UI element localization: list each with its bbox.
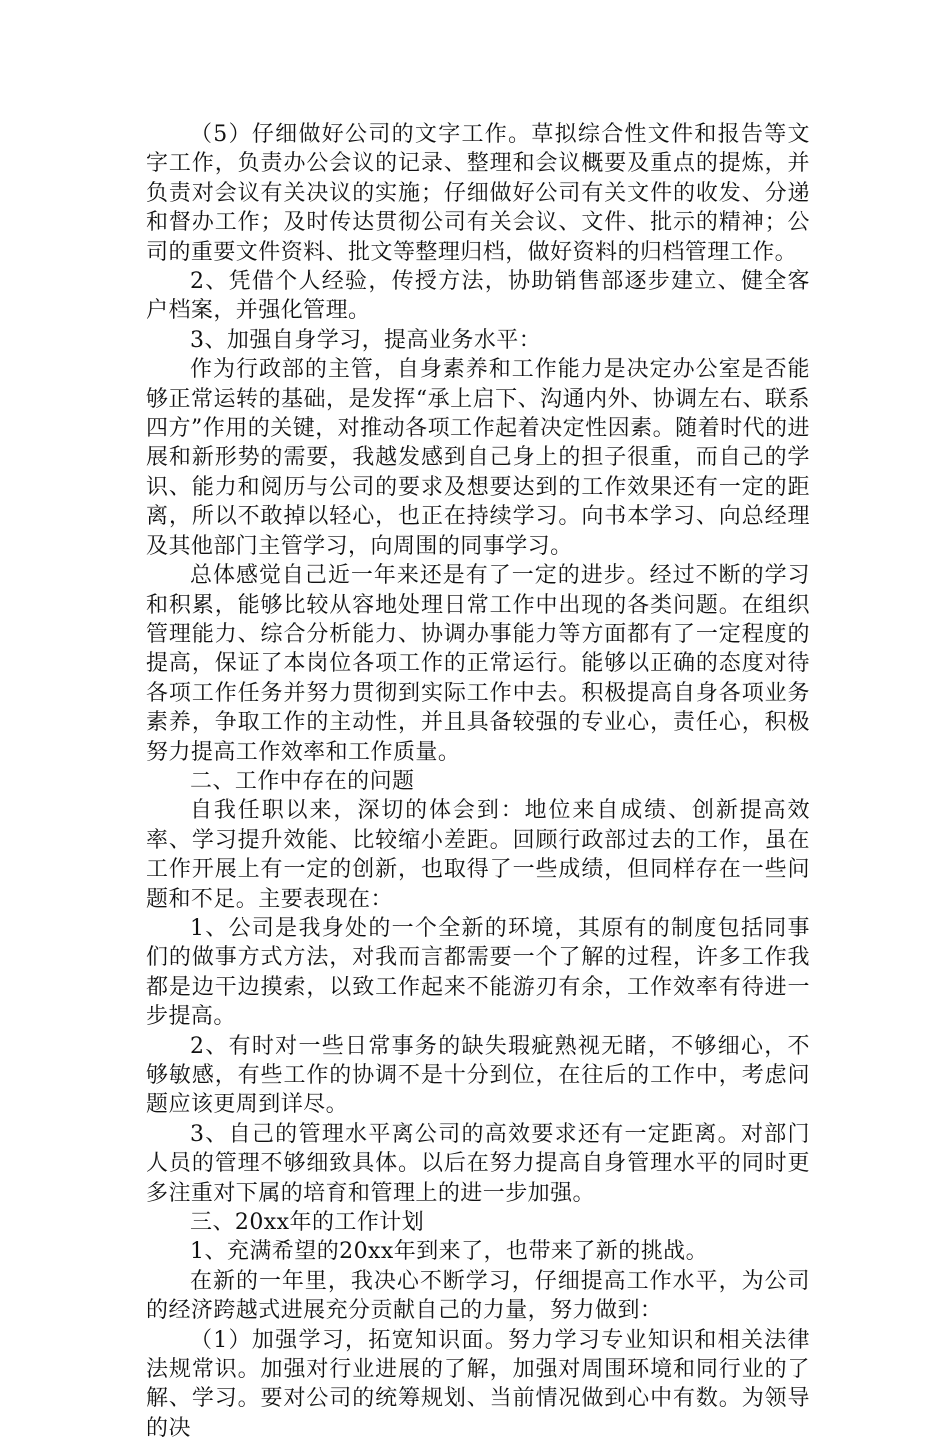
paragraph-new-year-resolution: 在新的一年里，我决心不断学习，仔细提高工作水平，为公司的经济跨越式进展充分贡献自己的力量，努力做到： — [146, 1268, 810, 1324]
paragraph-plan-learning: （1）加强学习，拓宽知识面。努力学习专业知识和相关法律法规常识。加强对行业进展的了解，加强对周围环境和同行业的了解、学习。要对公司的统筹规划、当前情况做到心中有数。为领导的决 — [146, 1327, 810, 1441]
paragraph-item-5-text-work: （5）仔细做好公司的文字工作。草拟综合性文件和报告等文字工作，负责办公会议的记录、整理和会议概要及重点的提炼，并负责对会议有关决议的实施；仔细做好公司有关文件的收发、分递和督办工作；及时传达贯彻公司有关会议、文件、批示的精神；公司的重要文件资料、批文等整理归档，做好资料的归档管理工作。 — [146, 122, 810, 265]
paragraph-problem-1: 1、公司是我身处的一个全新的环境，其原有的制度包括同事们的做事方式方法，对我而言都需要一个了解的过程，许多工作我都是边干边摸索，以致工作起来不能游刃有余，工作效率有待进一步提高。 — [146, 915, 810, 1030]
paragraph-strengthen-learning: 3、加强自身学习，提高业务水平： — [190, 327, 542, 353]
paragraph-problem-3: 3、自己的管理水平离公司的高效要求还有一定距离。对部门人员的管理不够细致具体。以后在努力提高自身管理水平的同时更多注重对下属的培育和管理上的进一步加强。 — [146, 1121, 810, 1206]
paragraph-problem-2: 2、有时对一些日常事务的缺失瑕疵熟视无睹，不够细心，不够敏感，有些工作的协调不是十分到位，在往后的工作中，考虑问题应该更周到详尽。 — [146, 1033, 810, 1118]
paragraph-plan-1: 1、充满希望的20xx年到来了，也带来了新的挑战。 — [190, 1239, 709, 1265]
document-body — [146, 120, 810, 1443]
paragraph-admin-supervisor: 作为行政部的主管，自身素养和工作能力是决定办公室是否能够正常运转的基础，是发挥“承上启下、沟通内外、协调左右、联系四方”作用的关键，对推动各项工作起着决定性因素。随着时代的进展和新形势的需要，我越发感到自己身上的担子很重，而自己的学识、能力和阅历与公司的要求及想要达到的工作效果还有一定的距离，所以不敢掉以轻心，也正在持续学习。向书本学习、向总经理及其他部门主管学习，向周围的同事学习。 — [146, 357, 810, 559]
section-heading-problems: 二、工作中存在的问题 — [190, 768, 415, 794]
paragraph-self-reflection: 自我任职以来，深切的体会到：地位来自成绩、创新提高效率、学习提升效能、比较缩小差距。回顾行政部过去的工作，虽在工作开展上有一定的创新，也取得了一些成绩，但同样存在一些问题和不足。主要表现在： — [146, 798, 810, 912]
paragraph-customer-archive: 2、凭借个人经验，传授方法，协助销售部逐步建立、健全客户档案，并强化管理。 — [146, 269, 810, 324]
section-heading-work-plan: 三、20xx年的工作计划 — [190, 1210, 425, 1236]
paragraph-overall-progress: 总体感觉自己近一年来还是有了一定的进步。经过不断的学习和积累，能够比较从容地处理日常工作中出现的各类问题。在组织管理能力、综合分析能力、协调办事能力等方面都有了一定程度的提高，保证了本岗位各项工作的正常运行。能够以正确的态度对待各项工作任务并努力贯彻到实际工作中去。积极提高自身各项业务素养，争取工作的主动性，并且具备较强的专业心，责任心，积极努力提高工作效率和工作质量。 — [146, 563, 810, 765]
